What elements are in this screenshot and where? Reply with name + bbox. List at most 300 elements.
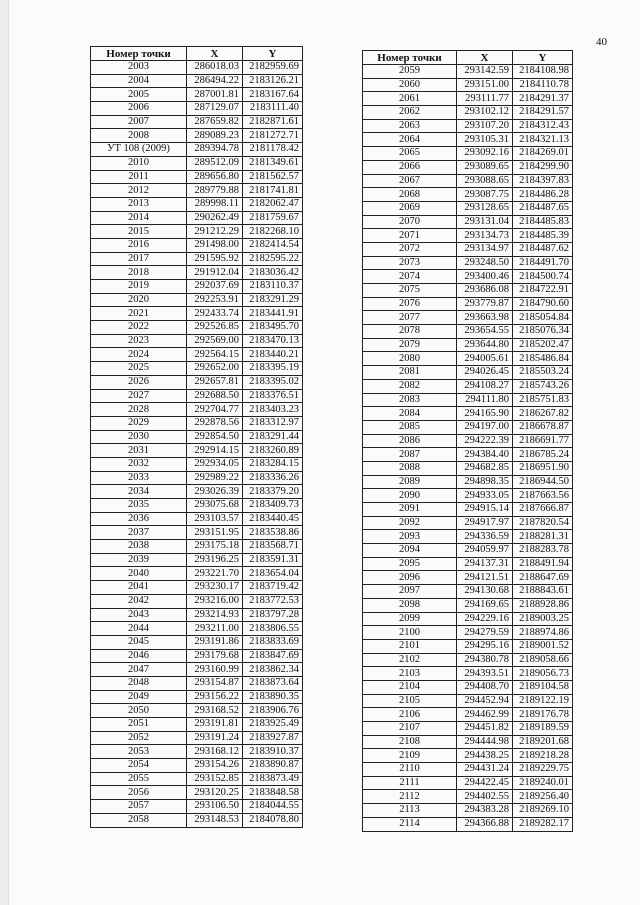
table-header-row <box>91 47 303 61</box>
table-row <box>91 444 303 458</box>
table-row <box>363 598 573 612</box>
table-row <box>363 804 573 818</box>
cell-x: 292652.00 <box>187 362 243 376</box>
cell-x: 294380.78 <box>457 653 513 667</box>
table-row <box>91 457 303 471</box>
table-row <box>363 653 573 667</box>
cell-point-number: 2080 <box>363 352 457 366</box>
cell-x: 294438.25 <box>457 749 513 763</box>
table-row <box>363 92 573 106</box>
cell-x: 292564.15 <box>187 348 243 362</box>
cell-point-number: 2055 <box>91 772 187 786</box>
table-row <box>91 252 303 266</box>
cell-y: 2189003.25 <box>513 612 573 626</box>
cell-y: 2188974.86 <box>513 626 573 640</box>
cell-x: 292253.91 <box>187 293 243 307</box>
cell-point-number: 2026 <box>91 375 187 389</box>
cell-y: 2187666.87 <box>513 503 573 517</box>
cell-point-number: 2014 <box>91 211 187 225</box>
table-row <box>91 553 303 567</box>
cell-point-number: 2007 <box>91 115 187 129</box>
cell-x: 293154.26 <box>187 759 243 773</box>
cell-point-number: 2104 <box>363 680 457 694</box>
cell-x: 292878.56 <box>187 416 243 430</box>
cell-x: 287001.81 <box>187 88 243 102</box>
cell-y: 2184500.74 <box>513 270 573 284</box>
cell-x: 294295.16 <box>457 639 513 653</box>
cell-x: 294682.85 <box>457 461 513 475</box>
cell-y: 2184487.62 <box>513 242 573 256</box>
cell-y: 2183110.37 <box>243 280 303 294</box>
cell-x: 293230.17 <box>187 581 243 595</box>
cell-y: 2189269.10 <box>513 804 573 818</box>
cell-point-number: 2081 <box>363 366 457 380</box>
cell-y: 2183376.51 <box>243 389 303 403</box>
cell-y: 2183847.69 <box>243 649 303 663</box>
cell-point-number: 2078 <box>363 325 457 339</box>
table-row <box>363 708 573 722</box>
cell-y: 2184491.70 <box>513 256 573 270</box>
table-row <box>363 461 573 475</box>
cell-point-number: 2034 <box>91 485 187 499</box>
table-row <box>363 366 573 380</box>
cell-y: 2182959.69 <box>243 61 303 75</box>
cell-y: 2187663.56 <box>513 489 573 503</box>
cell-point-number: 2023 <box>91 334 187 348</box>
table-row <box>91 759 303 773</box>
cell-y: 2189240.01 <box>513 776 573 790</box>
cell-point-number: 2010 <box>91 156 187 170</box>
cell-x: 293168.52 <box>187 704 243 718</box>
cell-x: 294336.59 <box>457 530 513 544</box>
cell-x: 289779.88 <box>187 184 243 198</box>
table-row <box>363 119 573 133</box>
cell-point-number: 2006 <box>91 102 187 116</box>
cell-x: 292989.22 <box>187 471 243 485</box>
cell-point-number: 2038 <box>91 540 187 554</box>
cell-y: 2183260.89 <box>243 444 303 458</box>
cell-x: 289512.09 <box>187 156 243 170</box>
cell-point-number: 2022 <box>91 321 187 335</box>
header-y: Y <box>243 47 303 61</box>
cell-x: 292657.81 <box>187 375 243 389</box>
table-row <box>363 776 573 790</box>
cell-y: 2184110.78 <box>513 78 573 92</box>
cell-y: 2188283.78 <box>513 544 573 558</box>
table-row <box>91 635 303 649</box>
cell-y: 2189122.19 <box>513 694 573 708</box>
cell-y: 2186785.24 <box>513 448 573 462</box>
cell-point-number: 2004 <box>91 74 187 88</box>
table-row <box>363 201 573 215</box>
cell-y: 2183797.28 <box>243 608 303 622</box>
table-row <box>91 622 303 636</box>
cell-point-number: 2096 <box>363 571 457 585</box>
cell-point-number: 2036 <box>91 512 187 526</box>
cell-x: 292569.00 <box>187 334 243 348</box>
header-x: X <box>187 47 243 61</box>
table-row <box>363 284 573 298</box>
table-row <box>91 143 303 157</box>
cell-x: 293087.75 <box>457 188 513 202</box>
cell-x: 287659.82 <box>187 115 243 129</box>
table-row <box>91 362 303 376</box>
cell-point-number: 2064 <box>363 133 457 147</box>
table-row <box>91 813 303 827</box>
cell-point-number: 2077 <box>363 311 457 325</box>
cell-point-number: 2039 <box>91 553 187 567</box>
cell-y: 2182871.61 <box>243 115 303 129</box>
cell-y: 2181759.67 <box>243 211 303 225</box>
table-row <box>363 790 573 804</box>
table-row <box>91 211 303 225</box>
table-row <box>91 293 303 307</box>
cell-y: 2185743.26 <box>513 379 573 393</box>
table-row <box>91 526 303 540</box>
cell-x: 293686.08 <box>457 284 513 298</box>
table-row <box>91 389 303 403</box>
cell-y: 2183591.31 <box>243 553 303 567</box>
cell-y: 2186267.82 <box>513 407 573 421</box>
cell-y: 2183538.86 <box>243 526 303 540</box>
table-row <box>363 612 573 626</box>
cell-point-number: 2082 <box>363 379 457 393</box>
table-row <box>363 489 573 503</box>
table-row <box>91 348 303 362</box>
cell-point-number: 2046 <box>91 649 187 663</box>
cell-x: 292688.50 <box>187 389 243 403</box>
cell-point-number: 2061 <box>363 92 457 106</box>
cell-y: 2183126.21 <box>243 74 303 88</box>
cell-point-number: 2028 <box>91 403 187 417</box>
cell-y: 2182062.47 <box>243 197 303 211</box>
cell-point-number: 2060 <box>363 78 457 92</box>
table-row <box>363 297 573 311</box>
cell-point-number: 2095 <box>363 557 457 571</box>
cell-point-number: 2065 <box>363 147 457 161</box>
cell-x: 294422.45 <box>457 776 513 790</box>
table-row <box>363 325 573 339</box>
table-row <box>363 544 573 558</box>
cell-x: 294005.61 <box>457 352 513 366</box>
table-row <box>363 516 573 530</box>
cell-x: 293102.12 <box>457 106 513 120</box>
cell-point-number: 2093 <box>363 530 457 544</box>
cell-x: 293221.70 <box>187 567 243 581</box>
cell-point-number: 2008 <box>91 129 187 143</box>
cell-y: 2183403.23 <box>243 403 303 417</box>
table-row <box>91 800 303 814</box>
cell-point-number: 2041 <box>91 581 187 595</box>
cell-x: 293134.97 <box>457 242 513 256</box>
table-row <box>363 557 573 571</box>
cell-point-number: 2043 <box>91 608 187 622</box>
cell-x: 292433.74 <box>187 307 243 321</box>
table-row <box>363 393 573 407</box>
cell-y: 2183873.64 <box>243 676 303 690</box>
cell-y: 2183862.34 <box>243 663 303 677</box>
cell-point-number: 2114 <box>363 817 457 831</box>
cell-point-number: 2088 <box>363 461 457 475</box>
cell-y: 2183395.19 <box>243 362 303 376</box>
table-row <box>91 499 303 513</box>
cell-point-number: 2079 <box>363 338 457 352</box>
table-row <box>91 608 303 622</box>
cell-y: 2183719.42 <box>243 581 303 595</box>
cell-x: 293120.25 <box>187 786 243 800</box>
cell-point-number: 2049 <box>91 690 187 704</box>
table-row <box>91 334 303 348</box>
cell-x: 293216.00 <box>187 594 243 608</box>
cell-x: 294222.39 <box>457 434 513 448</box>
cell-x: 294462.99 <box>457 708 513 722</box>
cell-x: 293211.00 <box>187 622 243 636</box>
cell-point-number: 2037 <box>91 526 187 540</box>
cell-x: 293779.87 <box>457 297 513 311</box>
cell-x: 293644.80 <box>457 338 513 352</box>
cell-x: 293142.59 <box>457 65 513 79</box>
table-row <box>91 430 303 444</box>
cell-point-number: 2089 <box>363 475 457 489</box>
cell-y: 2184790.60 <box>513 297 573 311</box>
cell-y: 2188928.86 <box>513 598 573 612</box>
cell-point-number: 2031 <box>91 444 187 458</box>
cell-point-number: 2042 <box>91 594 187 608</box>
table-row <box>363 133 573 147</box>
cell-point-number: 2015 <box>91 225 187 239</box>
cell-y: 2188647.69 <box>513 571 573 585</box>
cell-point-number: 2063 <box>363 119 457 133</box>
cell-y: 2184291.57 <box>513 106 573 120</box>
cell-x: 294898.35 <box>457 475 513 489</box>
table-row <box>363 379 573 393</box>
cell-point-number: 2005 <box>91 88 187 102</box>
cell-y: 2184044.55 <box>243 800 303 814</box>
cell-y: 2182414.54 <box>243 238 303 252</box>
cell-y: 2183470.13 <box>243 334 303 348</box>
cell-x: 290262.49 <box>187 211 243 225</box>
cell-point-number: 2099 <box>363 612 457 626</box>
cell-point-number: 2087 <box>363 448 457 462</box>
table-row <box>91 540 303 554</box>
cell-point-number: 2003 <box>91 61 187 75</box>
cell-point-number: 2062 <box>363 106 457 120</box>
table-row <box>363 639 573 653</box>
header-y: Y <box>513 51 573 65</box>
cell-x: 287129.07 <box>187 102 243 116</box>
table-row <box>91 581 303 595</box>
cell-x: 294452.94 <box>457 694 513 708</box>
cell-x: 293106.50 <box>187 800 243 814</box>
cell-point-number: 2090 <box>363 489 457 503</box>
cell-y: 2186678.87 <box>513 420 573 434</box>
cell-point-number: 2112 <box>363 790 457 804</box>
cell-x: 293214.93 <box>187 608 243 622</box>
cell-x: 294059.97 <box>457 544 513 558</box>
table-row <box>363 407 573 421</box>
table-row <box>363 448 573 462</box>
cell-y: 2189176.78 <box>513 708 573 722</box>
cell-x: 293168.12 <box>187 745 243 759</box>
cell-x: 293196.25 <box>187 553 243 567</box>
cell-x: 294108.27 <box>457 379 513 393</box>
cell-x: 294111.80 <box>457 393 513 407</box>
cell-x: 293175.18 <box>187 540 243 554</box>
table-row <box>363 311 573 325</box>
cell-y: 2184291.37 <box>513 92 573 106</box>
cell-point-number: 2108 <box>363 735 457 749</box>
cell-x: 294402.55 <box>457 790 513 804</box>
cell-y: 2181178.42 <box>243 143 303 157</box>
cell-x: 293654.55 <box>457 325 513 339</box>
cell-point-number: 2045 <box>91 635 187 649</box>
cell-point-number: 2057 <box>91 800 187 814</box>
cell-y: 2183312.97 <box>243 416 303 430</box>
cell-x: 294933.05 <box>457 489 513 503</box>
cell-point-number: 2066 <box>363 160 457 174</box>
cell-y: 2183890.35 <box>243 690 303 704</box>
cell-point-number: 2020 <box>91 293 187 307</box>
table-row <box>91 512 303 526</box>
cell-point-number: 2091 <box>363 503 457 517</box>
cell-y: 2181349.61 <box>243 156 303 170</box>
table-row <box>91 786 303 800</box>
cell-point-number: 2040 <box>91 567 187 581</box>
cell-y: 2188281.31 <box>513 530 573 544</box>
cell-point-number: 2111 <box>363 776 457 790</box>
table-row <box>363 735 573 749</box>
table-row <box>91 471 303 485</box>
table-row <box>91 567 303 581</box>
cell-y: 2183910.37 <box>243 745 303 759</box>
table-row <box>363 749 573 763</box>
cell-point-number: 2017 <box>91 252 187 266</box>
cell-point-number: 2027 <box>91 389 187 403</box>
scan-left-edge-line <box>8 0 9 905</box>
cell-y: 2184321.13 <box>513 133 573 147</box>
cell-point-number: 2069 <box>363 201 457 215</box>
table-row <box>91 115 303 129</box>
cell-point-number: 2016 <box>91 238 187 252</box>
cell-x: 294026.45 <box>457 366 513 380</box>
cell-x: 294383.28 <box>457 804 513 818</box>
cell-point-number: 2097 <box>363 585 457 599</box>
cell-x: 294393.51 <box>457 667 513 681</box>
cell-point-number: 2012 <box>91 184 187 198</box>
table-row <box>91 321 303 335</box>
cell-x: 291912.04 <box>187 266 243 280</box>
cell-y: 2181272.71 <box>243 129 303 143</box>
cell-x: 294366.88 <box>457 817 513 831</box>
cell-y: 2184312.43 <box>513 119 573 133</box>
table-row <box>91 170 303 184</box>
table-row <box>91 280 303 294</box>
cell-point-number: 2054 <box>91 759 187 773</box>
table-row <box>91 745 303 759</box>
cell-point-number: 2083 <box>363 393 457 407</box>
header-x: X <box>457 51 513 65</box>
cell-point-number: 2084 <box>363 407 457 421</box>
cell-point-number: 2059 <box>363 65 457 79</box>
table-row <box>363 188 573 202</box>
cell-x: 292704.77 <box>187 403 243 417</box>
cell-y: 2183772.53 <box>243 594 303 608</box>
cell-x: 293026.39 <box>187 485 243 499</box>
header-point-number: Номер точки <box>91 47 187 61</box>
coordinates-table-left <box>90 46 303 828</box>
cell-point-number: 2067 <box>363 174 457 188</box>
cell-y: 2184485.83 <box>513 215 573 229</box>
table-row <box>363 475 573 489</box>
table-row <box>363 352 573 366</box>
cell-x: 292037.69 <box>187 280 243 294</box>
cell-x: 293248.50 <box>457 256 513 270</box>
cell-point-number: 2075 <box>363 284 457 298</box>
cell-x: 293191.86 <box>187 635 243 649</box>
table-row <box>363 242 573 256</box>
cell-x: 294137.31 <box>457 557 513 571</box>
cell-point-number: 2053 <box>91 745 187 759</box>
cell-y: 2186944.50 <box>513 475 573 489</box>
table-row <box>363 585 573 599</box>
cell-x: 291498.00 <box>187 238 243 252</box>
cell-y: 2189056.73 <box>513 667 573 681</box>
cell-x: 294130.68 <box>457 585 513 599</box>
cell-x: 293131.04 <box>457 215 513 229</box>
table-row <box>363 763 573 777</box>
cell-point-number: 2107 <box>363 722 457 736</box>
table-row <box>91 676 303 690</box>
cell-x: 291595.92 <box>187 252 243 266</box>
table-row <box>363 434 573 448</box>
cell-x: 294451.82 <box>457 722 513 736</box>
cell-y: 2183568.71 <box>243 540 303 554</box>
cell-x: 294169.65 <box>457 598 513 612</box>
cell-x: 294408.70 <box>457 680 513 694</box>
cell-point-number: 2098 <box>363 598 457 612</box>
cell-y: 2184485.39 <box>513 229 573 243</box>
table-row <box>91 225 303 239</box>
cell-y: 2184486.28 <box>513 188 573 202</box>
cell-point-number: 2032 <box>91 457 187 471</box>
table-row <box>91 88 303 102</box>
cell-y: 2183395.02 <box>243 375 303 389</box>
table-row <box>91 649 303 663</box>
cell-y: 2183111.40 <box>243 102 303 116</box>
cell-x: 293111.77 <box>457 92 513 106</box>
cell-x: 294384.40 <box>457 448 513 462</box>
cell-y: 2189001.52 <box>513 639 573 653</box>
cell-point-number: 2102 <box>363 653 457 667</box>
cell-y: 2185202.47 <box>513 338 573 352</box>
cell-y: 2183833.69 <box>243 635 303 649</box>
cell-point-number: УТ 108 (2009) <box>91 143 187 157</box>
cell-x: 293089.65 <box>457 160 513 174</box>
table-row <box>91 690 303 704</box>
table-row <box>363 530 573 544</box>
cell-y: 2183379.20 <box>243 485 303 499</box>
table-row <box>91 61 303 75</box>
cell-point-number: 2076 <box>363 297 457 311</box>
cell-point-number: 2013 <box>91 197 187 211</box>
cell-x: 294917.97 <box>457 516 513 530</box>
table-row <box>363 694 573 708</box>
table-row <box>363 817 573 831</box>
cell-point-number: 2052 <box>91 731 187 745</box>
cell-point-number: 2073 <box>363 256 457 270</box>
cell-point-number: 2035 <box>91 499 187 513</box>
cell-x: 294431.24 <box>457 763 513 777</box>
